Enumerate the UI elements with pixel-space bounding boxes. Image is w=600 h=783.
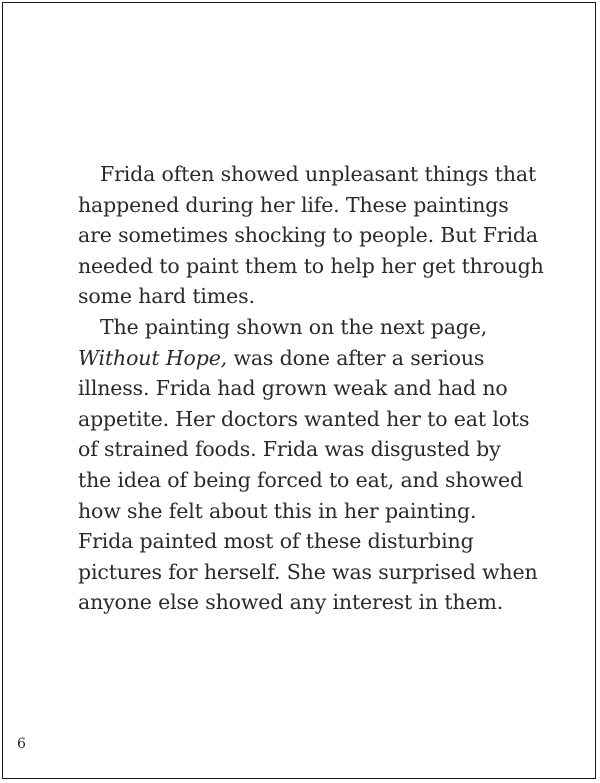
text-line: happened during her life. These paintings [78, 192, 509, 217]
page-number: 6 [17, 736, 26, 752]
text-line: how she felt about this in her painting. [78, 498, 477, 523]
text-line: needed to paint them to help her get through [78, 253, 544, 278]
text-line: pictures for herself. She was surprised when [78, 559, 538, 584]
book-page [2, 2, 596, 779]
text-line [78, 343, 548, 374]
body-text [78, 159, 548, 618]
text-line: appetite. Her doctors wanted her to eat lots [78, 406, 530, 431]
painting-title: Without Hope, [78, 345, 228, 370]
paragraph-1 [78, 159, 548, 312]
paragraph-2 [78, 312, 548, 618]
text-fragment: was done after a serious [233, 345, 485, 370]
text-line: anyone else showed any interest in them. [78, 590, 504, 615]
text-line: some hard times. [78, 284, 255, 309]
text-line: The painting shown on the next page, [100, 314, 488, 339]
text-line: the idea of being forced to eat, and showed [78, 467, 523, 492]
text-line: are sometimes shocking to people. But Frida [78, 223, 538, 248]
text-line: Frida painted most of these disturbing [78, 529, 474, 554]
text-line: Frida often showed unpleasant things that [100, 162, 537, 186]
text-line: illness. Frida had grown weak and had no [78, 376, 508, 401]
text-line: of strained foods. Frida was disgusted by [78, 437, 501, 462]
